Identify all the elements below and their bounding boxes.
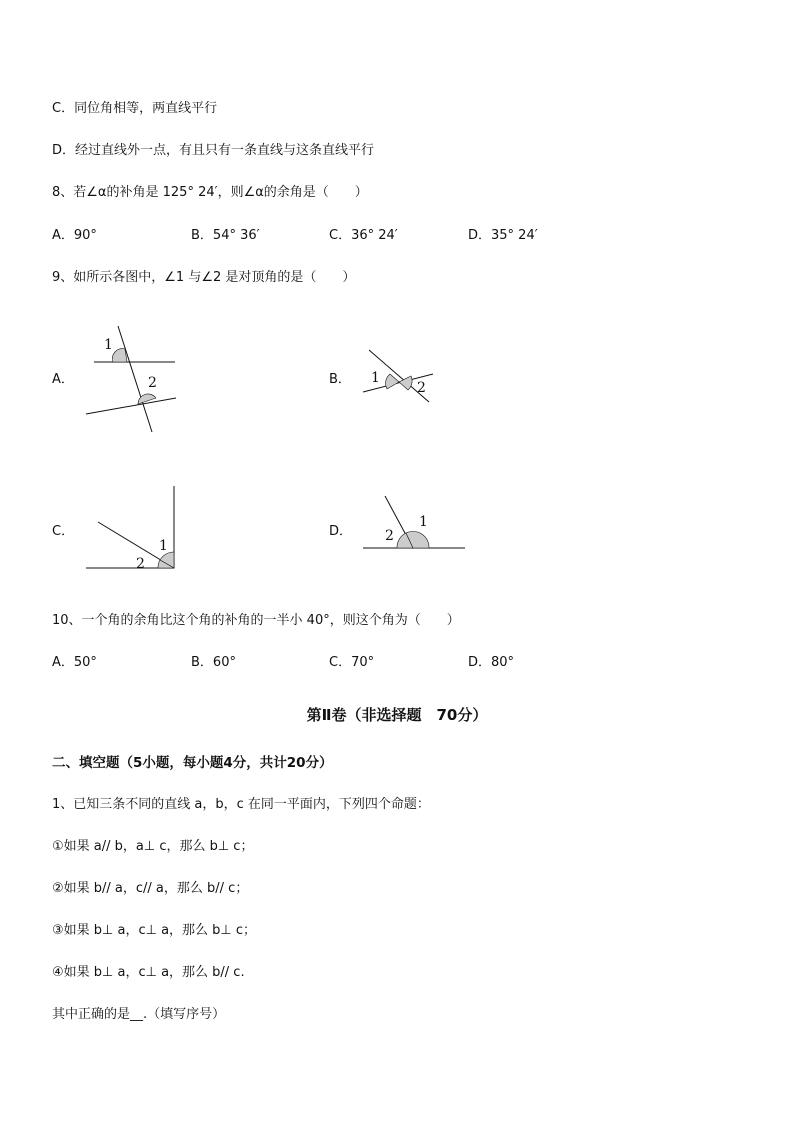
q8-option-a: A．90° [52,228,97,243]
q9-option-b-label: B． [329,372,351,387]
fig-a-num-1: 1 [104,337,113,353]
fill1-proposition-2: ②如果 b// a，c// a，那么 b// c； [52,881,249,896]
q9-figure-c [80,480,190,580]
q10-stem: 10、一个角的余角比这个角的补角的一半小 40°，则这个角为（ ） [52,613,460,628]
q9-figure-d [355,488,475,558]
q10-option-a: A．50° [52,655,97,670]
fig-b-num-2: 2 [417,380,426,396]
fig-c-num-1: 1 [159,538,168,554]
q9-stem: 9、如所示各图中，∠1 与∠2 是对顶角的是（ ） [52,270,356,285]
fig-c-num-2: 2 [136,556,145,572]
fig-d-num-1: 1 [419,514,428,530]
fill1-answer-prompt: 其中正确的是__.（填写序号） [52,1007,226,1022]
q8-option-c: C．36° 24′ [329,228,398,243]
section2-heading: 二、填空题（5小题，每小题4分，共计20分） [52,755,333,771]
q7-option-c: C．同位角相等，两直线平行 [52,101,218,116]
q8-option-d: D．35° 24′ [468,228,538,243]
q9-figure-a [80,320,190,440]
q8-stem: 8、若∠α的补角是 125° 24′，则∠α的余角是（ ） [52,185,368,200]
q7-option-d: D．经过直线外一点，有且只有一条直线与这条直线平行 [52,143,375,158]
q9-figure-b [355,340,445,410]
q9-option-c-label: C． [52,524,75,539]
fill1-proposition-4: ④如果 b⊥ a，c⊥ a，那么 b// c. [52,965,245,980]
fill1-proposition-3: ③如果 b⊥ a，c⊥ a，那么 b⊥ c； [52,923,257,938]
fill1-proposition-1: ①如果 a// b，a⊥ c，那么 b⊥ c； [52,839,254,854]
q8-option-b: B．54° 36′ [191,228,260,243]
fig-b-num-1: 1 [371,370,380,386]
q9-option-a-label: A． [52,372,74,387]
q9-option-d-label: D． [329,524,353,539]
fig-a-num-2: 2 [148,375,157,391]
q10-option-d: D．80° [468,655,515,670]
q10-option-b: B．60° [191,655,236,670]
fig-d-num-2: 2 [385,528,394,544]
part2-title: 第Ⅱ卷（非选择题 70分） [306,706,488,724]
fill1-stem: 1、已知三条不同的直线 a，b，c 在同一平面内，下列四个命题： [52,797,430,812]
q10-option-c: C．70° [329,655,375,670]
